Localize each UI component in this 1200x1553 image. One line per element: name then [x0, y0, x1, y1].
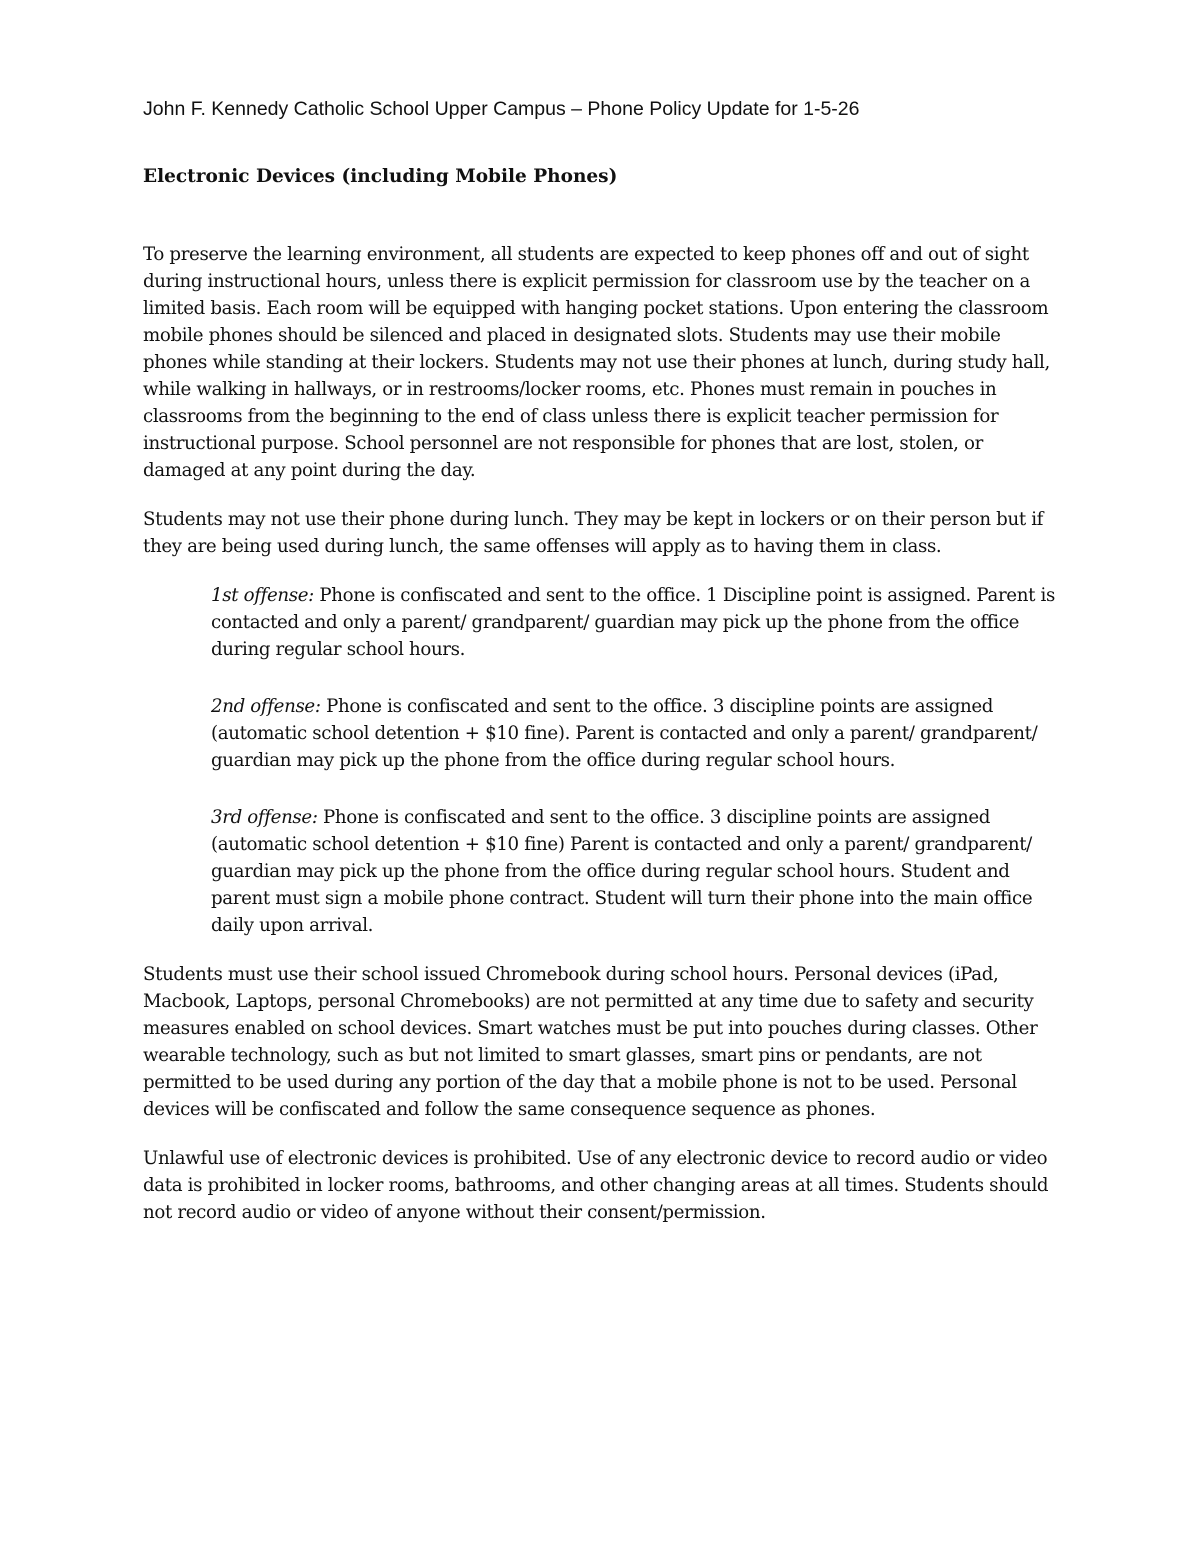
offense-item-1st: [211, 582, 1071, 663]
policy-paragraph-unlawful-use: Unlawful use of electronic devices is prohibited. Use of any electronic device to record audio or video data is prohibited in locker rooms, bathrooms, and other changing areas at all times. Students should not record audio or video of anyone without their consent/permission.: [143, 1148, 1049, 1223]
offense-label: 1st offense:: [211, 585, 314, 606]
policy-paragraph-preserve-learning: To preserve the learning environment, all students are expected to keep phones off and out of sight during instructional hours, unless there is explicit permission for classroom use by the teacher on a limited basis. Each room will be equipped with hanging pocket stations. Upon entering the classroom mobile phones should be silenced and placed in designated slots. Students may use their mobile phones while standing at their lockers. Students may not use their phones at lunch, during study hall, while walking in hallways, or in restrooms/locker rooms, etc. Phones must remain in pouches in classrooms from the beginning to the end of class unless there is explicit teacher permission for instructional purpose. School personnel are not responsible for phones that are lost, stolen, or damaged at any point during the day.: [143, 244, 1050, 481]
offense-text: Phone is confiscated and sent to the office. 3 discipline points are assigned (automatic school detention + $10 fine) Parent is contacted and only a parent/ grandparent/ guardian may pick up the phone from the office during regular school hours. Student and parent must sign a mobile phone contract. Student will turn their phone into the main office daily upon arrival.: [211, 807, 1033, 936]
document-body: [143, 96, 1068, 1226]
offense-text: Phone is confiscated and sent to the office. 3 discipline points are assigned (automatic school detention + $10 fine). Parent is contacted and only a parent/ grandparent/ guardian may pick up the phone from the office during regular school hours.: [211, 696, 1038, 771]
policy-paragraph-lunch: Students may not use their phone during lunch. They may be kept in lockers or on their person but if they are being used during lunch, the same offenses will apply as to having them in class.: [143, 509, 1044, 557]
offense-label: 2nd offense:: [211, 696, 321, 717]
offense-item-2nd: [211, 693, 1071, 774]
offense-list: [211, 582, 1071, 939]
section-heading: Electronic Devices (including Mobile Phones): [143, 166, 618, 187]
offense-text: Phone is confiscated and sent to the office. 1 Discipline point is assigned. Parent is contacted and only a parent/ grandparent/ guardian may pick up the phone from the office during regular school hours.: [211, 585, 1055, 660]
document-title: John F. Kennedy Catholic School Upper Campus – Phone Policy Update for 1-5-26: [143, 98, 860, 120]
offense-item-3rd: [211, 804, 1071, 939]
offense-label: 3rd offense:: [211, 807, 318, 828]
policy-paragraph-chromebook: Students must use their school issued Chromebook during school hours. Personal devices (iPad, Macbook, Laptops, personal Chromebooks) are not permitted at any time due to safety and security measures enabled on school devices. Smart watches must be put into pouches during classes. Other wearable technology, such as but not limited to smart glasses, smart pins or pendants, are not permitted to be used during any portion of the day that a mobile phone is not to be used. Personal devices will be confiscated and follow the same consequence sequence as phones.: [143, 964, 1038, 1120]
